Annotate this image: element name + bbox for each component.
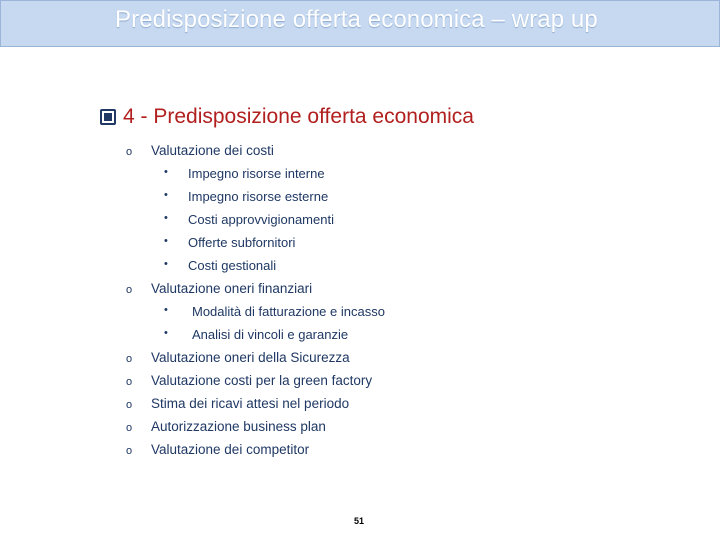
list-subitem: Impegno risorse esterne <box>188 189 329 204</box>
page-number: 51 <box>354 516 365 526</box>
list-item: Stima dei ricavi attesi nel periodo <box>151 396 350 411</box>
circle-bullet-icon: o <box>126 284 133 296</box>
list-item: Autorizzazione business plan <box>151 419 326 434</box>
list-item: Valutazione costi per la green factory <box>151 373 373 388</box>
title-bar <box>0 0 720 47</box>
dot-bullet-icon: • <box>164 258 168 270</box>
dot-bullet-icon: • <box>164 189 168 201</box>
dot-bullet-icon: • <box>164 327 168 339</box>
list-item: Valutazione oneri finanziari <box>151 281 313 296</box>
circle-bullet-icon: o <box>126 376 133 388</box>
list-subitem: Impegno risorse interne <box>188 166 325 181</box>
list-item: Valutazione dei costi <box>151 143 274 158</box>
circle-bullet-icon: o <box>126 353 133 365</box>
circle-bullet-icon: o <box>126 422 133 434</box>
section-heading: 4 - Predisposizione offerta economica <box>123 105 474 128</box>
list-subitem: Offerte subfornitori <box>188 235 296 250</box>
list-subitem: Costi gestionali <box>188 258 277 273</box>
dot-bullet-icon: • <box>164 304 168 316</box>
checkbox-bullet-icon <box>99 108 117 126</box>
list-item: Valutazione dei competitor <box>151 442 310 457</box>
dot-bullet-icon: • <box>164 166 168 178</box>
circle-bullet-icon: o <box>126 399 133 411</box>
circle-bullet-icon: o <box>126 445 133 457</box>
list-subitem: Costi approvvigionamenti <box>188 212 334 227</box>
list-item: Valutazione oneri della Sicurezza <box>151 350 350 365</box>
list-subitem: Modalità di fatturazione e incasso <box>192 304 385 319</box>
dot-bullet-icon: • <box>164 235 168 247</box>
slide-title: Predisposizione offerta economica – wrap up <box>115 6 598 33</box>
list-subitem: Analisi di vincoli e garanzie <box>192 327 349 342</box>
circle-bullet-icon: o <box>126 146 133 158</box>
dot-bullet-icon: • <box>164 212 168 224</box>
